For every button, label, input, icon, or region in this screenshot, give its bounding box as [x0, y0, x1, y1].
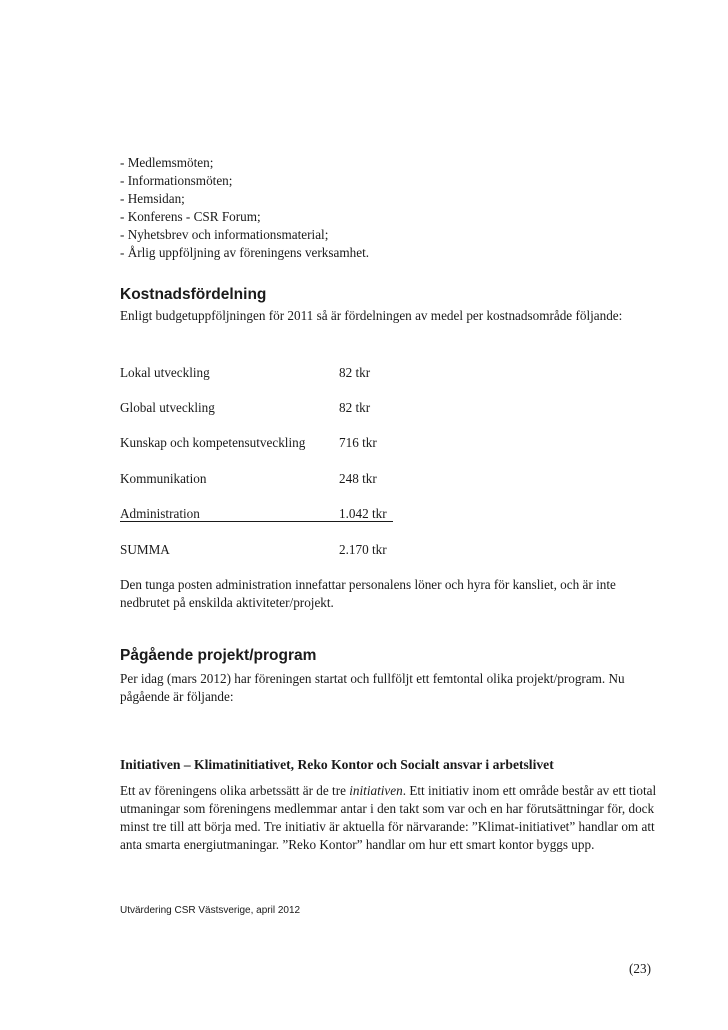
initiatives-text-before: Ett av föreningens olika arbetssätt är de tre	[120, 783, 350, 798]
bullet-item: - Nyhetsbrev och informationsmaterial;	[120, 227, 329, 242]
cost-total-row	[120, 541, 400, 559]
projects-intro: Per idag (mars 2012) har föreningen startat och fullföljt ett femtontal olika projekt/program. Nu pågående är följande:	[120, 671, 625, 704]
initiatives-text-emphasis: initiativen	[349, 783, 403, 798]
cost-label: Global utveckling	[120, 400, 215, 415]
cost-heading: Kostnadsfördelning	[120, 286, 267, 303]
cost-value: 82 tkr	[339, 365, 371, 380]
initiatives-heading: Initiativen – Klimatinitiativet, Reko Kontor och Socialt ansvar i arbetslivet	[120, 757, 554, 772]
cost-row	[120, 434, 400, 452]
bullet-item: - Årlig uppföljning av föreningens verksamhet.	[120, 245, 370, 260]
bullet-item: - Konferens - CSR Forum;	[120, 209, 261, 224]
cost-row	[120, 470, 400, 488]
cost-value: 82 tkr	[339, 400, 371, 415]
cost-row	[120, 399, 400, 417]
projects-heading: Pågående projekt/program	[120, 647, 317, 664]
page-number: (23)	[629, 961, 651, 976]
cost-value: 248 tkr	[339, 471, 377, 486]
initiatives-text-after: . Ett initiativ inom ett område består av ett tiotal utmaningar som föreningens medlemmar antar i den takt som var och en har förutsättningar för, dock minst tre till att börja med. Tre initiativ är aktuella för närvarande: ”Klimat-initiativet” handlar om att anta smarta energiutmaningar. ”Reko Kontor” handlar om hur ett smart kontor byggs upp.	[120, 783, 657, 852]
cost-label: Lokal utveckling	[120, 365, 210, 380]
cost-row-underlined	[120, 505, 393, 522]
cost-label: Kommunikation	[120, 471, 207, 486]
cost-label: SUMMA	[120, 542, 170, 557]
cost-value: 2.170 tkr	[339, 542, 387, 557]
bullet-item: - Medlemsmöten;	[120, 155, 214, 170]
cost-row	[120, 364, 400, 382]
cost-intro: Enligt budgetuppföljningen för 2011 så är fördelningen av medel per kostnadsområde följande:	[120, 308, 623, 323]
bullet-list	[120, 154, 680, 262]
cost-value: 1.042 tkr	[339, 506, 387, 521]
bullet-item: - Informationsmöten;	[120, 173, 233, 188]
cost-note: Den tunga posten administration innefattar personalens löner och hyra för kansliet, och är inte nedbrutet på enskilda aktiviteter/projekt.	[120, 577, 616, 610]
cost-label: Administration	[120, 506, 200, 521]
initiatives-paragraph	[120, 782, 660, 854]
cost-label: Kunskap och kompetensutveckling	[120, 435, 306, 450]
cost-value: 716 tkr	[339, 435, 377, 450]
bullet-item: - Hemsidan;	[120, 191, 185, 206]
page-footer: Utvärdering CSR Västsverige, april 2012	[120, 905, 301, 916]
